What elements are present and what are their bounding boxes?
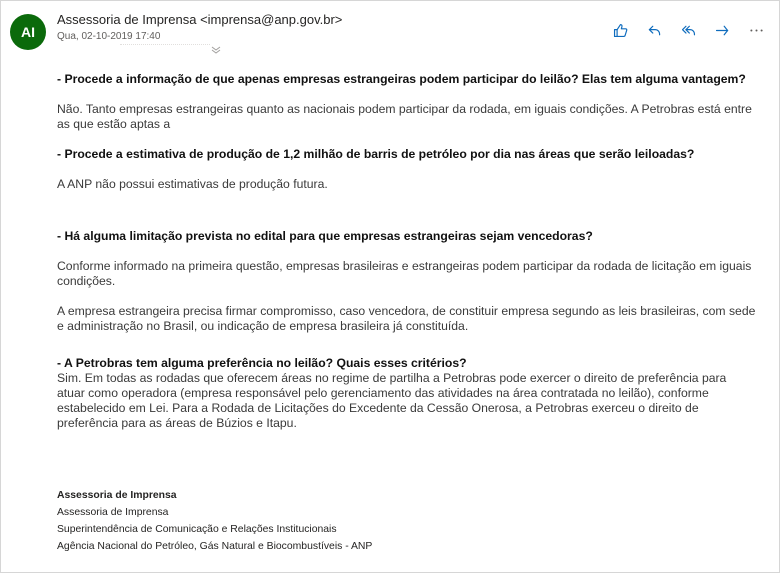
question-1: - Procede a informação de que apenas empresas estrangeiras podem participar do leilão? Elas tem alguma vantagem? (57, 72, 746, 86)
answer-1: Não. Tanto empresas estrangeiras quanto as nacionais podem participar da rodada, em iguais condições. A Petrobras está entre as que estão aptas a (57, 102, 752, 131)
chevron-down-icon[interactable] (211, 46, 221, 54)
sender-name[interactable]: Assessoria de Imprensa <imprensa@anp.gov.br> (57, 12, 343, 27)
like-icon (612, 22, 629, 39)
more-actions-button[interactable] (744, 19, 768, 41)
reply-all-button[interactable] (676, 19, 700, 41)
question-2: - Procede a estimativa de produção de 1,2 milhão de barris de petróleo por dia nas áreas que serão leiloadas? (57, 147, 695, 161)
answer-2: A ANP não possui estimativas de produção futura. (57, 177, 328, 191)
answer-3-continued: A empresa estrangeira precisa firmar compromisso, caso vencedora, de constituir empresa segundo as leis brasileiras, com sede e administração no Brasil, ou indicação de empresa brasileira já constituída. (57, 304, 756, 333)
more-icon (748, 22, 765, 39)
reply-all-icon (680, 22, 697, 39)
message-toolbar (608, 19, 768, 41)
reply-icon (646, 22, 663, 39)
signature-line-4: Agência Nacional do Petróleo, Gás Natural e Biocombustíveis - ANP (57, 541, 373, 552)
forward-button[interactable] (710, 19, 734, 41)
message-body (57, 72, 757, 431)
signature-line-2: Assessoria de Imprensa (57, 507, 169, 518)
signature-line-1: Assessoria de Imprensa (57, 490, 177, 501)
question-4: - A Petrobras tem alguma preferência no leilão? Quais esses critérios? (57, 356, 467, 370)
signature-line-3: Superintendência de Comunicação e Relações Institucionais (57, 524, 337, 535)
reply-button[interactable] (642, 19, 666, 41)
signature-block (57, 487, 372, 555)
forward-icon (714, 22, 731, 39)
answer-4: Sim. Em todas as rodadas que oferecem áreas no regime de partilha a Petrobras pode exercer o direito de preferência para atuar como operadora (empresa responsável pelo gerenciamento das atividades na área contratada no leilão), conforme estabelecido em Lei. Para a Rodada de Licitações do Excedente da Cessão Onerosa, a Petrobras exerceu o direito de preferência para as áreas de Búzios e Itapu. (57, 371, 727, 430)
avatar[interactable]: AI (10, 14, 46, 50)
answer-3: Conforme informado na primeira questão, empresas brasileiras e estrangeiras podem participar da rodada de licitação em iguais condições. (57, 259, 752, 288)
question-3: - Há alguma limitação prevista no edital para que empresas estrangeiras sejam vencedoras? (57, 229, 593, 243)
like-button[interactable] (608, 19, 632, 41)
email-date: Qua, 02-10-2019 17:40 (57, 31, 161, 42)
collapsed-content-divider (120, 44, 210, 45)
